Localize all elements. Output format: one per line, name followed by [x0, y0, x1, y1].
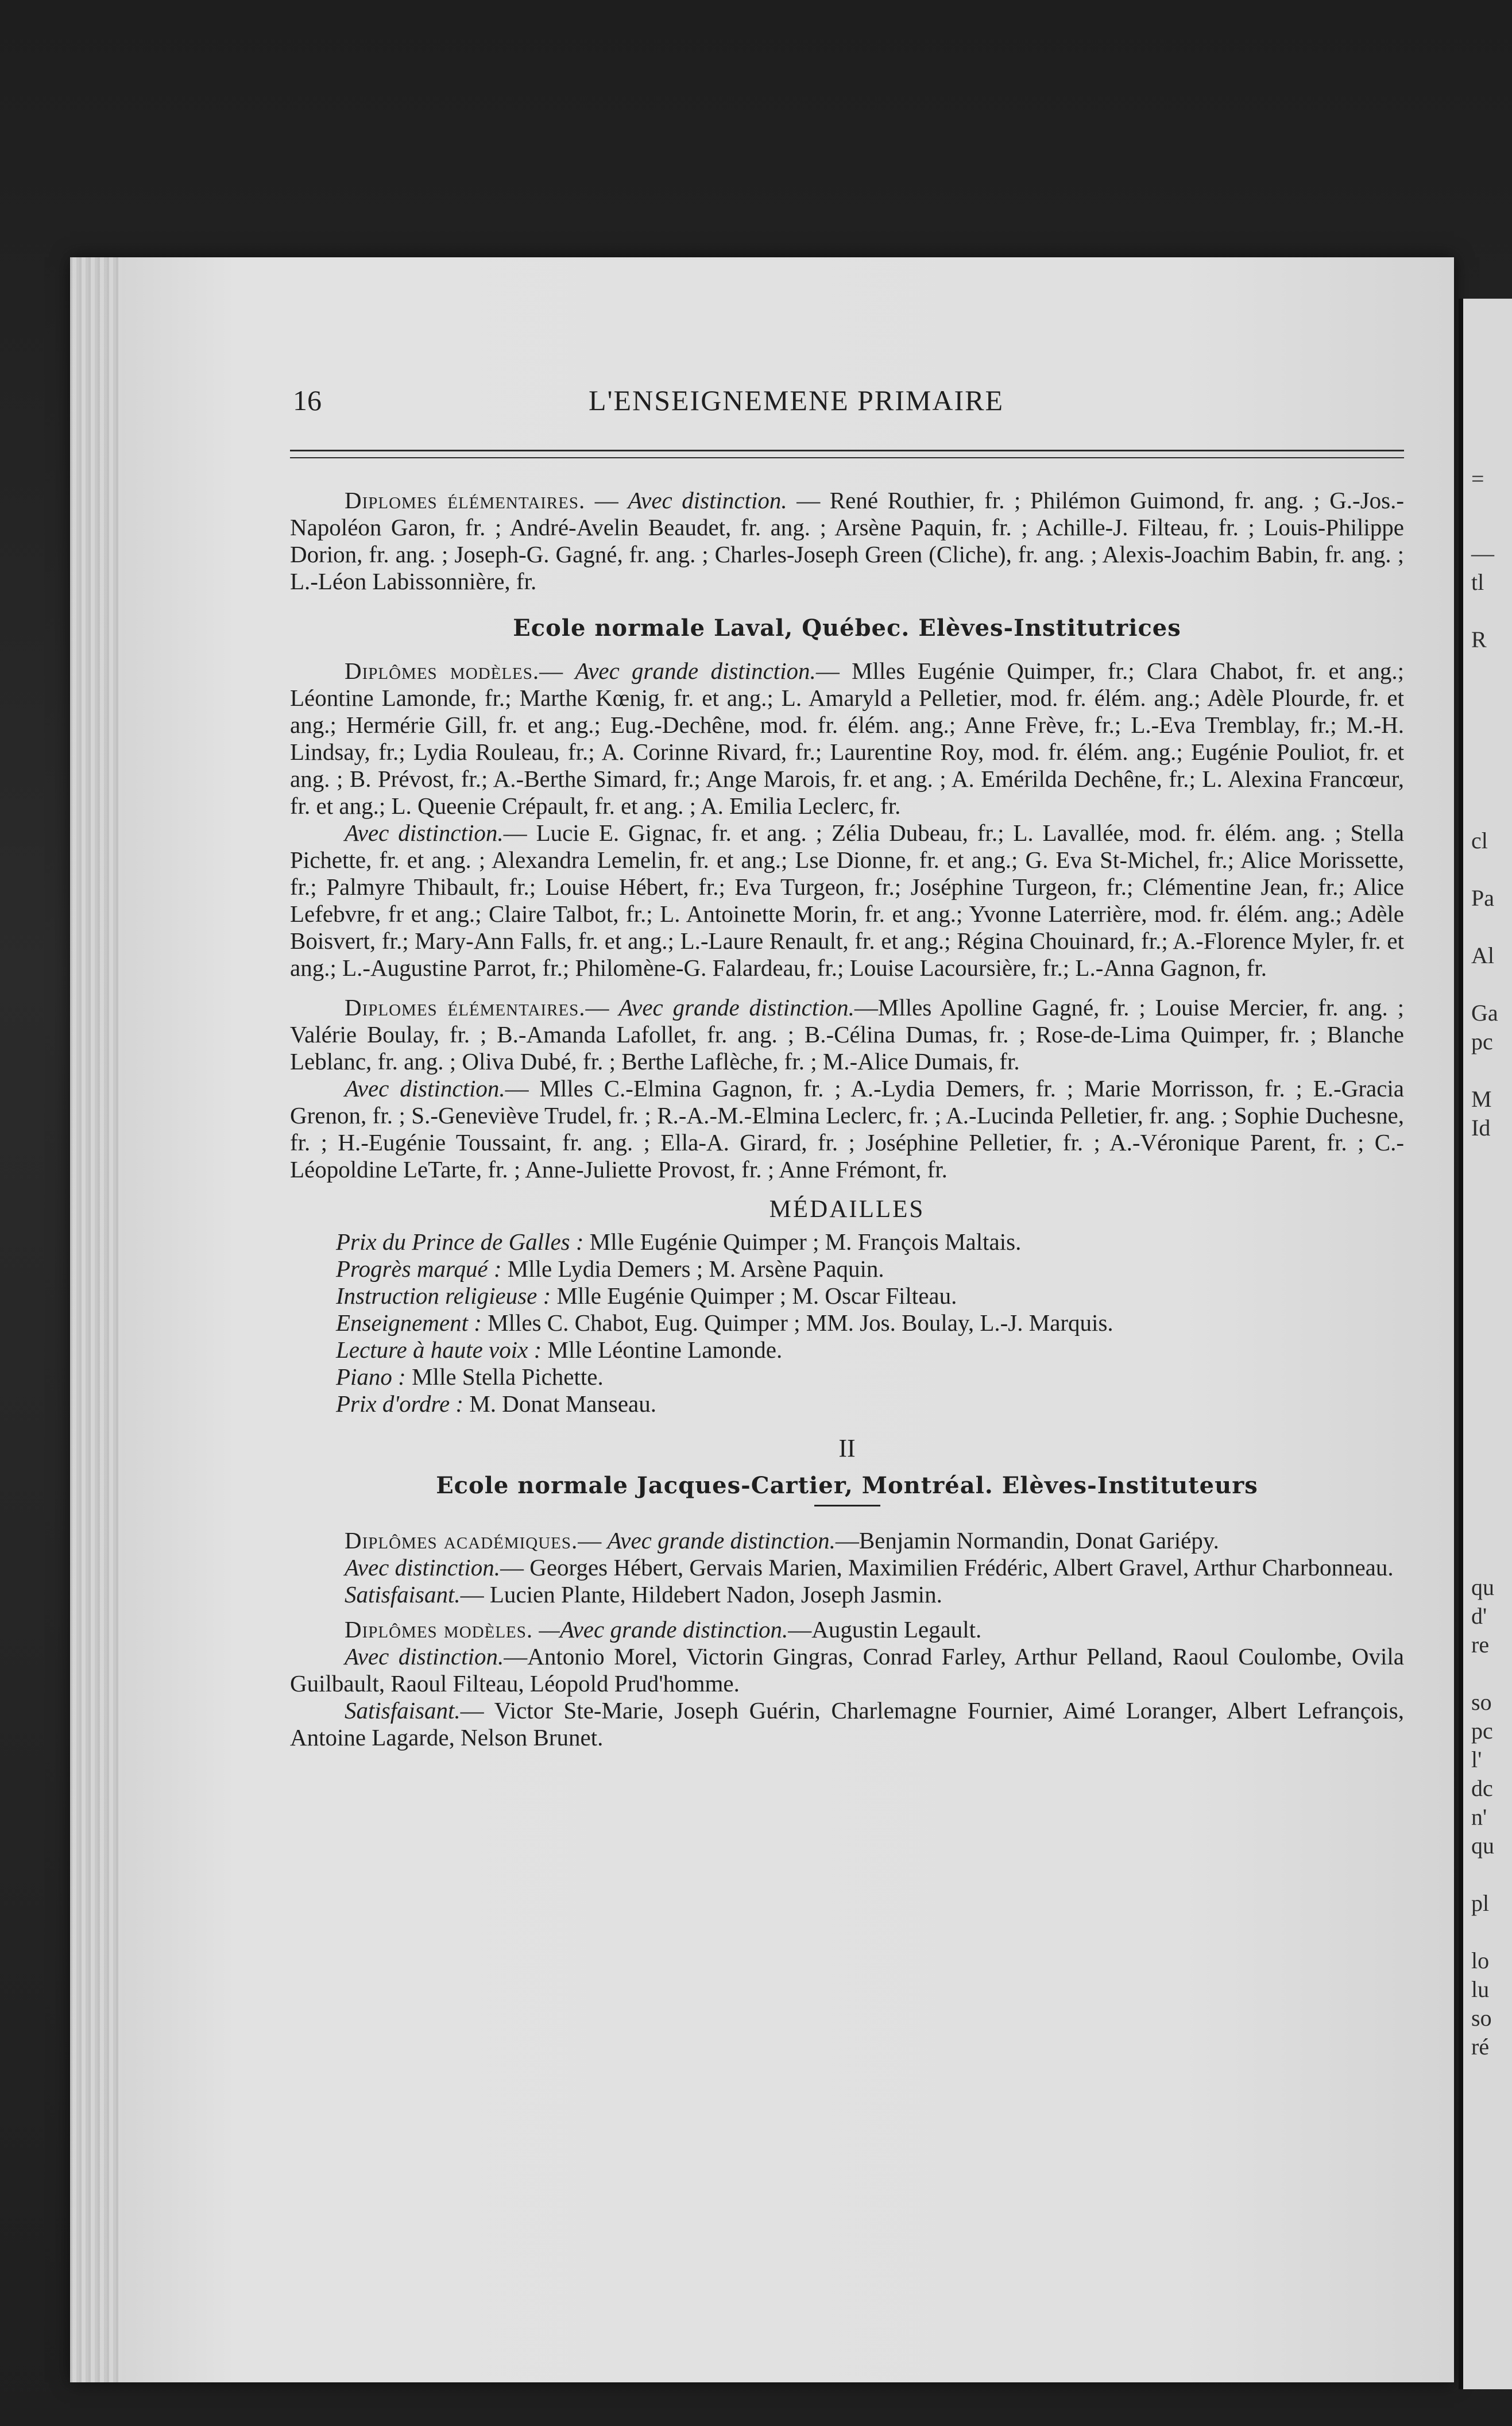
- page-content: [290, 384, 1410, 1751]
- medal-label: Piano :: [336, 1363, 406, 1390]
- medal-entry: [290, 1390, 1404, 1417]
- medal-text: Mlle Lydia Demers ; M. Arsène Paquin.: [507, 1256, 884, 1282]
- paragraph-model-distinction-2: [290, 1643, 1404, 1697]
- page-body: [290, 487, 1404, 1751]
- header-rule: [290, 450, 1404, 458]
- facing-fragment: l': [1471, 1747, 1482, 1772]
- paragraph-text: —Benjamin Normandin, Donat Gariépy.: [835, 1527, 1219, 1554]
- facing-fragment: tl: [1471, 569, 1484, 595]
- facing-fragment: pl: [1471, 1890, 1490, 1916]
- facing-fragment: R: [1471, 627, 1487, 652]
- facing-fragment: n': [1471, 1804, 1487, 1830]
- diploma-label: Diplomes élémentaires.: [345, 487, 586, 513]
- distinction-label: —Avec grande distinction.: [539, 1616, 788, 1643]
- medal-entry: [290, 1363, 1404, 1390]
- medal-entry: [290, 1309, 1404, 1336]
- paragraph-academic-satisfactory: [290, 1581, 1404, 1608]
- diploma-label: Diplômes académiques.: [345, 1527, 578, 1554]
- medal-text: Mlle Eugénie Quimper ; M. François Maltais.: [589, 1229, 1022, 1255]
- facing-fragment: Al: [1471, 942, 1494, 968]
- facing-fragment: lu: [1471, 1976, 1490, 2002]
- page-header: [290, 384, 1410, 424]
- medal-text: Mlle Eugénie Quimper ; M. Oscar Filteau.: [556, 1282, 957, 1309]
- facing-fragment: pc: [1471, 1718, 1493, 1744]
- section-heading-jacques-cartier: Ecole normale Jacques-Cartier, Montréal. Elèves-Instituteurs: [436, 1472, 1258, 1499]
- paragraph-model-distinction: [290, 820, 1404, 982]
- medal-text: Mlle Stella Pichette.: [412, 1363, 604, 1390]
- facing-fragment: qu: [1471, 1833, 1494, 1859]
- facing-fragment: Id: [1471, 1115, 1491, 1141]
- facing-fragment: cl: [1471, 828, 1488, 853]
- medal-label: Prix du Prince de Galles :: [336, 1229, 584, 1255]
- paragraph-text: —Mlles Apolline Gagné, fr. ; Louise Mercier, fr. ang. ; Valérie Boulay, fr. ; B.-Amanda Lafollet, fr. ang. ; B.-Célina Dumas, fr. ; Rose-de-Lima Quimper, fr. ; Blanche Leblanc, fr. ang. ; Oliva Dubé, fr. ; Berthe Laflèche, fr. ; M.-Alice Dumais, fr.: [290, 994, 1404, 1075]
- paragraph-elementary-distinction: [290, 1075, 1404, 1183]
- facing-fragment: d': [1471, 1603, 1487, 1629]
- facing-fragment: —: [1471, 540, 1494, 566]
- paragraph-text: —Antonio Morel, Victorin Gingras, Conrad Farley, Arthur Pelland, Raoul Coulombe, Ovila Guilbault, Raoul Filteau, Léopold Prud'homme.: [290, 1643, 1405, 1697]
- facing-fragment: qu: [1471, 1574, 1494, 1600]
- running-title: L'ENSEIGNEMENE PRIMAIRE: [589, 384, 1004, 416]
- distinction-label: Avec grande distinction.: [607, 1527, 836, 1554]
- distinction-label: Satisfaisant.: [345, 1697, 461, 1724]
- medal-entry: [290, 1282, 1404, 1309]
- paragraph-text: — Victor Ste-Marie, Joseph Guérin, Charlemagne Fournier, Aimé Loranger, Albert Lefrançois, Antoine Lagarde, Nelson Brunet.: [290, 1697, 1404, 1751]
- distinction-label: Avec distinction.: [345, 1554, 500, 1581]
- facing-fragment: so: [1471, 1689, 1492, 1715]
- diploma-label: Diplomes élémentaires.: [345, 994, 586, 1021]
- distinction-label: Avec distinction.: [345, 1075, 505, 1102]
- facing-fragment: lo: [1471, 1948, 1490, 1973]
- paragraph-text: — Mlles Eugénie Quimper, fr.; Clara Chabot, fr. et ang.; Léontine Lamonde, fr.; Marthe Kœnig, fr. et ang.; L. Amaryld a Pelletier, mod. fr. élém. ang.; Adèle Plourde, fr. et ang.; Hermérie Gill, fr. et ang.; Eug.-Dechêne, mod. fr. élém. ang.; Anne Frève, fr.; L.-Eva Tremblay, fr.; M.-H. Lindsay, fr.; Lydia Rouleau, fr.; A. Corinne Rivard, fr.; Laurentine Roy, mod. fr. élém. ang.; Eugénie Pouliot, fr. et ang. ; B. Prévost, fr.; A.-Berthe Simard, fr.; Ange Marois, fr. et ang. ; A. Emérilda Dechêne, fr.; L. Alexina Francœur, fr. et ang.; L. Queenie Crépault, fr. et ang. ; A. Emilia Leclerc, fr.: [290, 658, 1405, 819]
- diploma-label: Diplômes modèles.: [345, 1616, 533, 1643]
- medal-label: Enseignement :: [336, 1309, 482, 1336]
- facing-fragment: Pa: [1471, 885, 1494, 911]
- distinction-label: Avec grande distinction.: [618, 994, 854, 1021]
- distinction-label: Avec grande distinction.: [575, 658, 816, 684]
- paragraph-text: — Lucien Plante, Hildebert Nadon, Joseph Jasmin.: [460, 1581, 942, 1608]
- paragraph-elementary-diplomas: Diplomes élémentaires. — Avec distinction. — René Routhier, fr. ; Philémon Guimond, fr. ang. ; G.-Jos.-Napoléon Garon, fr. ; André-Avelin Beaudet, fr. ang. ; Arsène Paquin, fr. ; Achille-J. Filteau, fr. ; Louis-Philippe Dorion, fr. ang. ; Joseph-G. Gagné, fr. ang. ; Charles-Joseph Green (Cliche), fr. ang. ; Alexis-Joachim Babin, fr. ang. ; L.-Léon Labissonnière, fr.: [290, 487, 1405, 594]
- paragraph-text: — René Routhier, fr. ; Philémon Guimond, fr. ang. ; G.-Jos.-Napoléon Garon, fr. ; André-Avelin Beaudet, fr. ang. ; Arsène Paquin, fr. ; Achille-J. Filteau, fr. ; Louis-Philippe Dorion, fr. ang. ; Joseph-G. Gagné, fr. ang. ; Charles-Joseph Green (Cliche), fr. ang. ; Alexis-Joachim Babin, fr. ang. ; L.-Léon Labissonnière, fr.: [290, 487, 1405, 594]
- medal-entry: [290, 1336, 1404, 1363]
- facing-fragment: ré: [1471, 2034, 1490, 2060]
- medal-text: M. Donat Manseau.: [469, 1390, 656, 1417]
- facing-fragment: Ga: [1471, 1000, 1498, 1026]
- medal-text: Mlle Léontine Lamonde.: [547, 1336, 783, 1363]
- section-heading-laval: Ecole normale Laval, Québec. Elèves-Institutrices: [513, 615, 1181, 642]
- medal-label: Progrès marqué :: [336, 1256, 502, 1282]
- paragraph-model-diplomas: Diplômes modèles.— Avec grande distinction.— Mlles Eugénie Quimper, fr.; Clara Chabot, fr. et ang.; Léontine Lamonde, fr.; Marthe Kœnig, fr. et ang.; L. Amaryld a Pelletier, mod. fr. élém. ang.; Adèle Plourde, fr. et ang.; Hermérie Gill, fr. et ang.; Eug.-Dechêne, mod. fr. élém. ang.; Anne Frève, fr.; L.-Eva Tremblay, fr.; M.-H. Lindsay, fr.; Lydia Rouleau, fr.; A. Corinne Rivard, fr.; Laurentine Roy, mod. fr. élém. ang.; Eugénie Pouliot, fr. et ang. ; B. Prévost, fr.; A.-Berthe Simard, fr.; Ange Marois, fr. et ang. ; A. Emérilda Dechêne, fr.; L. Alexina Francœur, fr. et ang.; L. Queenie Crépault, fr. et ang. ; A. Emilia Leclerc, fr.: [290, 658, 1405, 819]
- page-number: 16: [293, 384, 322, 416]
- distinction-label: Avec distinction.: [345, 820, 504, 846]
- distinction-label: Satisfaisant.: [345, 1581, 461, 1608]
- facing-fragment: so: [1471, 2005, 1492, 2031]
- facing-fragment: M: [1471, 1086, 1492, 1112]
- medal-entry: [290, 1229, 1404, 1256]
- paragraph-academic-distinction: [290, 1554, 1404, 1581]
- paragraph-text: — Mlles C.-Elmina Gagnon, fr. ; A.-Lydia Demers, fr. ; Marie Morrisson, fr. ; E.-Gracia Grenon, fr. ; S.-Geneviève Trudel, fr. ; R.-A.-M.-Elmina Leclerc, fr. ; A.-Lucinda Pelletier, fr. ang. ; Sophie Duchesne, fr. ; H.-Eugénie Toussaint, fr. ang. ; Ella-A. Girard, fr. ; Joséphine Pelletier, fr. ; A.-Véronique Parent, fr. ; C.-Léopoldine LeTarte, fr. ; Anne-Juliette Provost, fr. ; Anne Frémont, fr.: [290, 1075, 1405, 1183]
- paragraph-text: —Augustin Legault.: [788, 1616, 982, 1643]
- paragraph-text: — Lucie E. Gignac, fr. et ang. ; Zélia Dubeau, fr.; L. Lavallée, mod. fr. élém. ang. ; Stella Pichette, fr. et ang. ; Alexandra Lemelin, fr. et ang.; Lse Dionne, fr. et ang.; G. Eva St-Michel, fr.; Alice Morissette, fr.; Palmyre Thibault, fr.; Louise Hébert, fr.; Eva Turgeon, fr.; Joséphine Turgeon, fr.; Clémentine Jean, fr.; Alice Lefebvre, fr et ang.; Claire Talbot, fr.; L. Antoinette Morin, fr. et ang.; Yvonne Laterrière, mod. fr. élém. ang.; Adèle Boisvert, fr.; Mary-Ann Falls, fr. et ang.; L.-Laure Renault, fr. et ang.; Régina Chouinard, fr.; A.-Florence Myler, fr. et ang.; L.-Augustine Parrot, fr.; Philomène-G. Falardeau, fr.; Louise Lacoursière, fr.; L.-Anna Gagnon, fr.: [290, 820, 1405, 981]
- distinction-label: Avec distinction.: [628, 487, 787, 513]
- medal-entry: [290, 1256, 1404, 1282]
- paragraph-text: — Georges Hébert, Gervais Marien, Maximilien Frédéric, Albert Gravel, Arthur Charbonneau.: [500, 1554, 1394, 1581]
- paragraph-model-satisfactory-2: [290, 1697, 1404, 1751]
- diploma-label: Diplômes modèles.: [345, 658, 540, 684]
- facing-fragment: pc: [1471, 1029, 1493, 1054]
- facing-fragment: dc: [1471, 1775, 1493, 1801]
- medal-label: Instruction religieuse :: [336, 1282, 551, 1309]
- medal-text: Mlles C. Chabot, Eug. Quimper ; MM. Jos. Boulay, L.-J. Marquis.: [488, 1309, 1113, 1336]
- paragraph-elementary-grand: Diplomes élémentaires.— Avec grande distinction.—Mlles Apolline Gagné, fr. ; Louise Mercier, fr. ang. ; Valérie Boulay, fr. ; B.-Amanda Lafollet, fr. ang. ; B.-Célina Dumas, fr. ; Rose-de-Lima Quimper, fr. ; Blanche Leblanc, fr. ang. ; Oliva Dubé, fr. ; Berthe Laflèche, fr. ; M.-Alice Dumais, fr.: [290, 994, 1404, 1075]
- medal-label: Lecture à haute voix :: [336, 1336, 542, 1363]
- facing-fragment: re: [1471, 1632, 1490, 1658]
- medal-label: Prix d'ordre :: [336, 1390, 464, 1417]
- paragraph-academic-diplomas: Diplômes académiques.— Avec grande distinction.—Benjamin Normandin, Donat Gariépy.: [345, 1527, 1219, 1554]
- medals-heading: MÉDAILLES: [769, 1196, 925, 1223]
- section-divider: [814, 1505, 880, 1506]
- paragraph-model-diplomas-2: [290, 1616, 1404, 1643]
- page-binding-edge: [70, 257, 122, 2382]
- facing-fragment: =: [1471, 466, 1484, 492]
- distinction-label: Avec distinction.: [345, 1643, 504, 1670]
- facing-page-edge: [1459, 299, 1512, 2389]
- section-numeral: II: [838, 1434, 856, 1462]
